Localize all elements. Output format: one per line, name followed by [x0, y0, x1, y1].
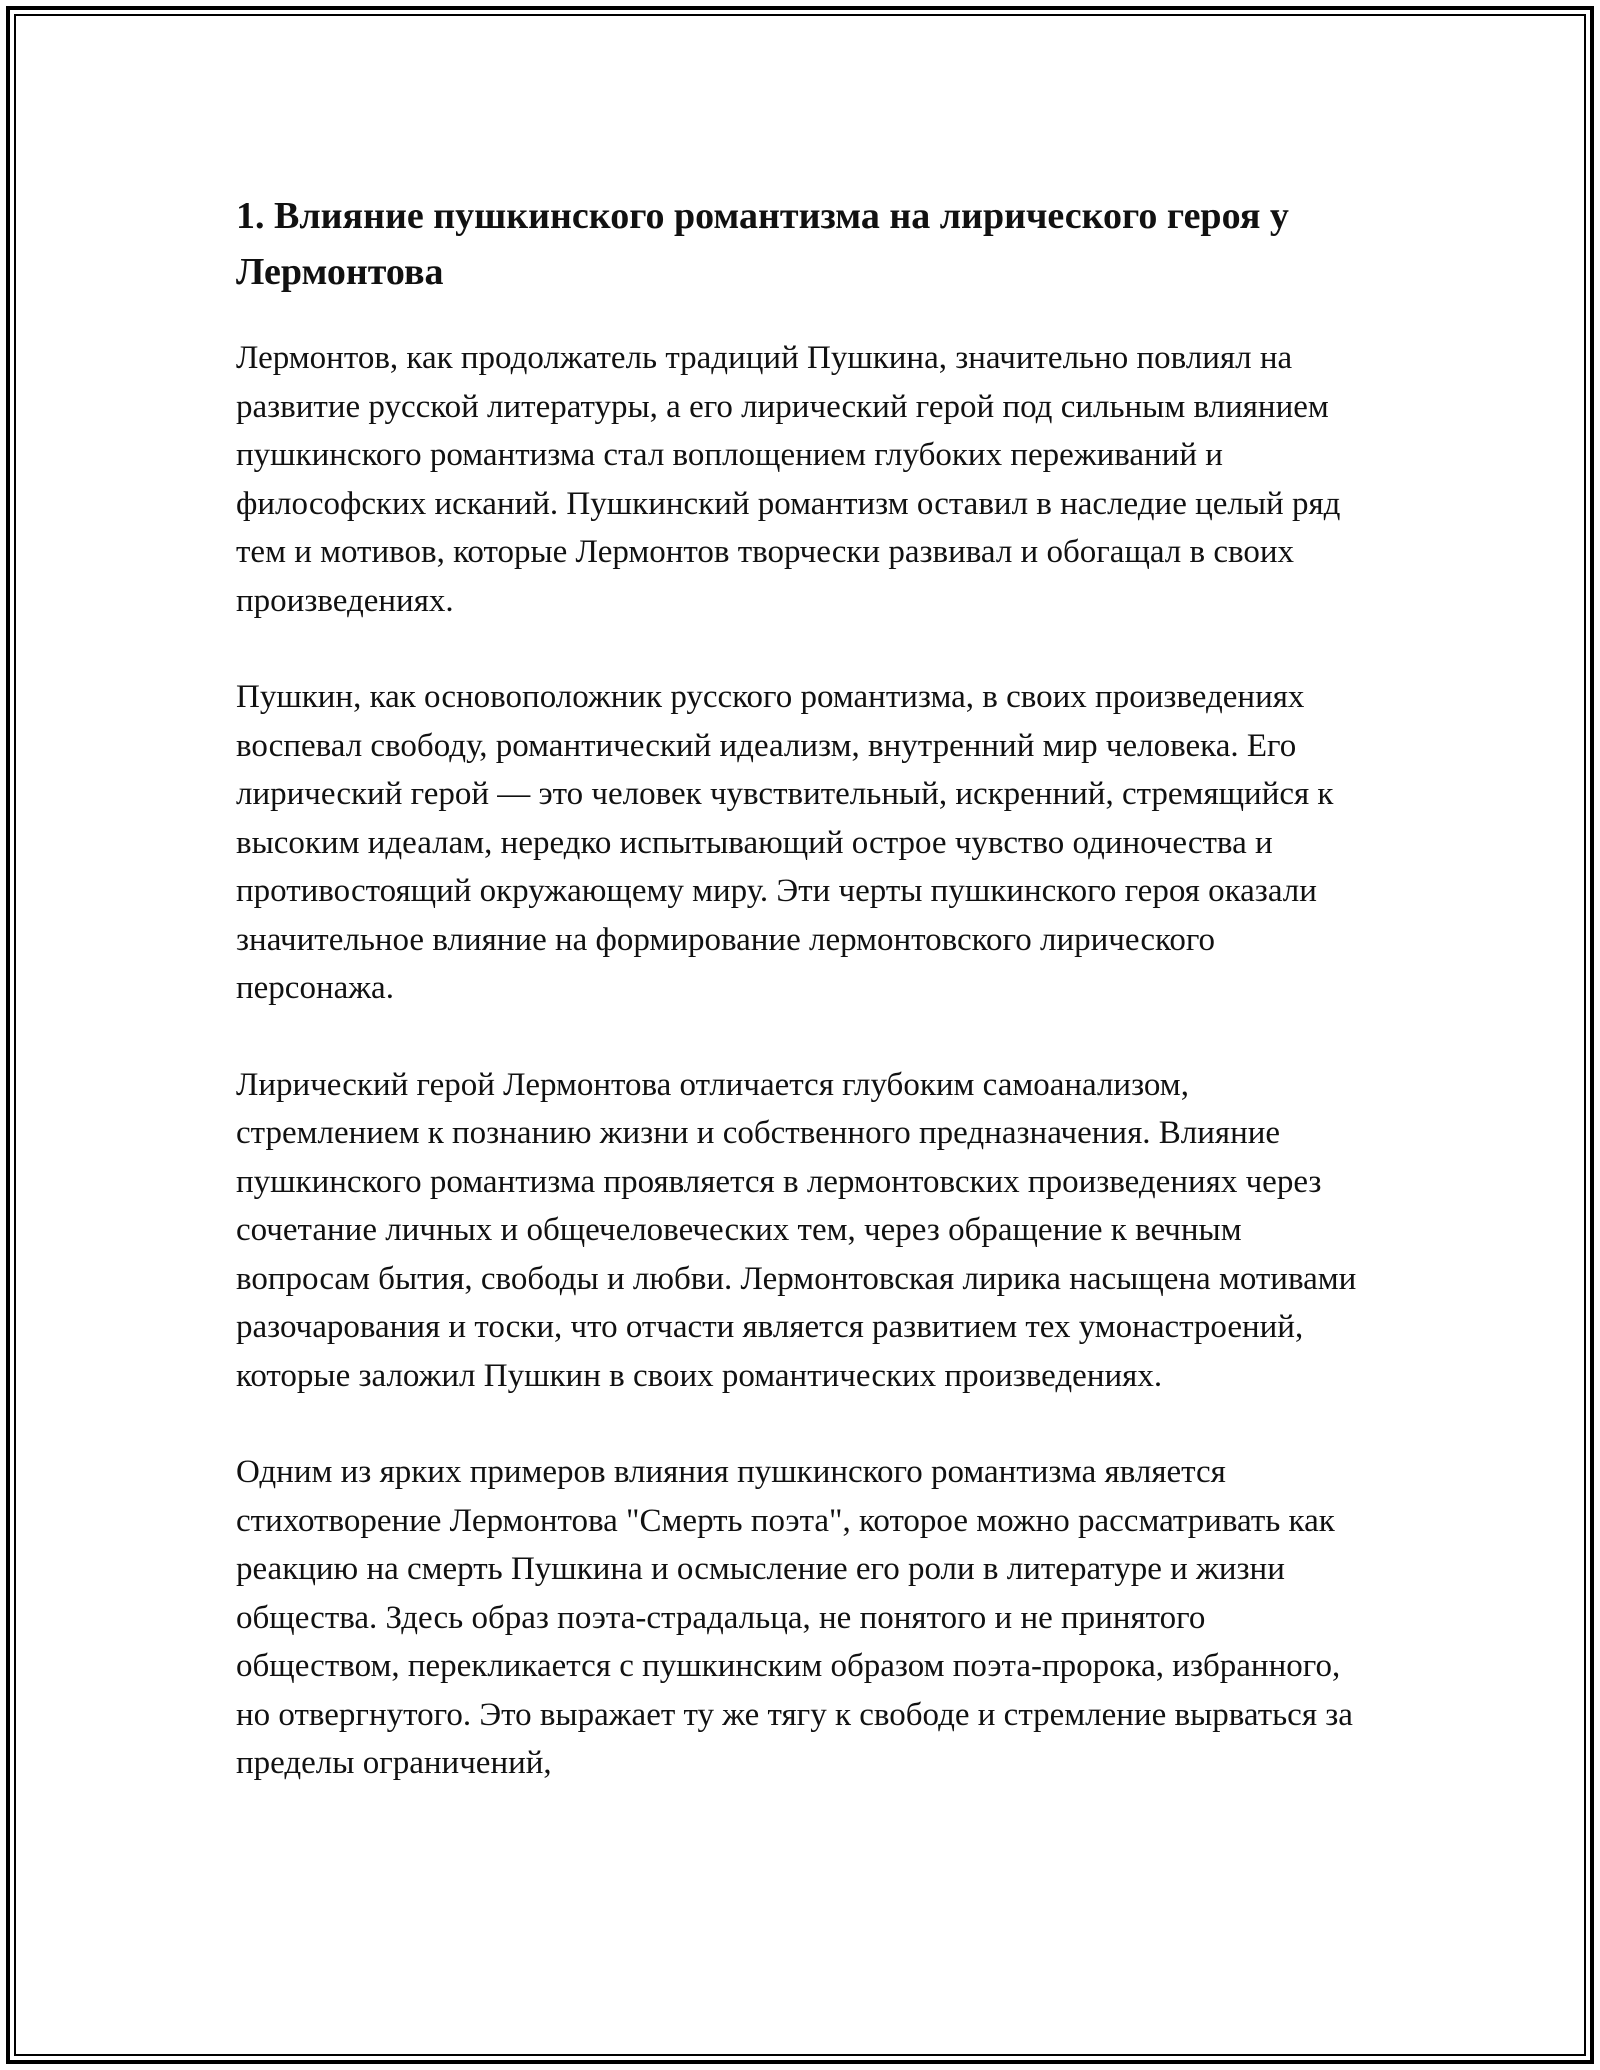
paragraph-3: Лирический герой Лермонтова отличается глубоким самоанализом, стремлением к познанию жизни и собственного предназначения. Влияние пушкинского романтизма проявляется в лермонтовских произведениях через сочетание личных и общечеловеческих тем, через обращение к вечным вопросам бытия, свободы и любви. Лермонтовская лирика насыщена мотивами разочарования и тоски, что отчасти является развитием тех умонастроений, которые заложил Пушкин в своих романтических произведениях.: [236, 1066, 1357, 1394]
section-heading: 1. Влияние пушкинского романтизма на лирического героя у Лермонтова: [236, 195, 1289, 293]
paragraph-1: Лермонтов, как продолжатель традиций Пушкина, значительно повлиял на развитие русской литературы, а его лирический герой под сильным влиянием пушкинского романтизма стал воплощением глубоких переживаний и философских исканий. Пушкинский романтизм оставил в наследие целый ряд тем и мотивов, которые Лермонтов творчески развивал и обогащал в своих произведениях.: [236, 340, 1341, 619]
paragraph-4: Одним из ярких примеров влияния пушкинского романтизма является стихотворение Лермонтова "Смерть поэта", которое можно рассматривать как реакцию на смерть Пушкина и осмысление его роли в литературе и жизни общества. Здесь образ поэта-страдальца, не понятого и не принятого обществом, перекликается с пушкинским образом поэта-пророка, избранного, но отвергнутого. Это выражает ту же тягу к свободе и стремление вырваться за пределы ограничений,: [236, 1454, 1353, 1781]
document-body: [236, 188, 1366, 1788]
paragraph-2: Пушкин, как основоположник русского романтизма, в своих произведениях воспевал свободу, романтический идеализм, внутренний мир человека. Его лирический герой — это человек чувствительный, искренний, стремящийся к высоким идеалам, нередко испытывающий острое чувство одиночества и противостоящий окружающему миру. Эти черты пушкинского героя оказали значительное влияние на формирование лермонтовского лирического персонажа.: [236, 679, 1334, 1006]
